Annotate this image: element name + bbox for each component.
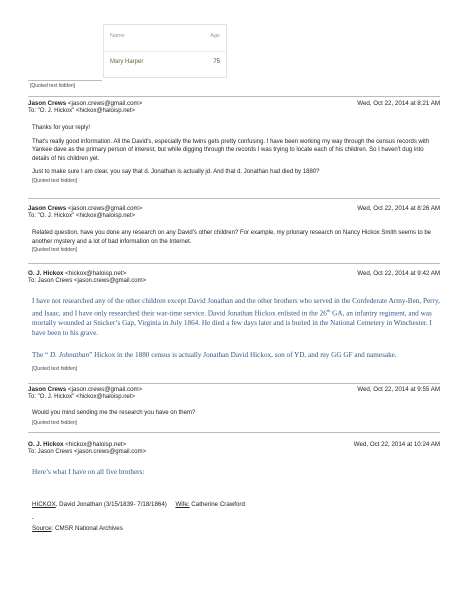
embedded-table: [103, 24, 227, 78]
body-paragraph: The “ D. Johnathan” Hickox in the 1880 census is actually Jonathan David Hickox, son of YD, and my GG GF and namesake.: [32, 351, 397, 360]
recipient: To: Jason Crews <jason.crews@gmail.com>: [28, 278, 147, 284]
quoted-text-toggle[interactable]: [Quoted text hidden]: [32, 247, 78, 254]
body-paragraph: Thanks for your reply!: [32, 125, 91, 131]
divider: [28, 80, 102, 81]
body-paragraph: Here’s what I have on all five brothers:: [32, 468, 145, 476]
message-body: [32, 296, 440, 360]
divider: [28, 96, 440, 97]
divider: [28, 198, 440, 199]
divider: [28, 432, 440, 433]
recipient: To: "O. J. Hickox" <hickox@haloisp.net>: [28, 394, 136, 400]
record-block: [32, 501, 440, 534]
quoted-text-toggle[interactable]: [Quoted text hidden]: [32, 366, 78, 373]
recipient: To: "O. J. Hickox" <hickox@haloisp.net>: [28, 108, 136, 114]
recipient: To: "O. J. Hickox" <hickox@haloisp.net>: [28, 213, 136, 219]
message-date: Wed, Oct 22, 2014 at 10:24 AM: [353, 441, 440, 448]
sender-email[interactable]: <jason.crews@gmail.com>: [67, 100, 143, 107]
message-date: Wed, Oct 22, 2014 at 9:42 AM: [357, 270, 440, 277]
body-paragraph: Just to make sure I am clear, you say that d. Jonathan is actually jd. And that d. Jonathan had died by 1880?: [32, 169, 320, 176]
quoted-text-toggle[interactable]: [Quoted text hidden]: [30, 83, 76, 89]
email-message: [28, 100, 440, 186]
sender-email[interactable]: <hickox@haloisp.net>: [65, 270, 127, 277]
email-message: [28, 386, 440, 427]
sender-name: O. J. Hickox: [28, 270, 64, 277]
email-message: [28, 270, 440, 372]
record-line: HICKOX, David Jonathan (3/15/1839- 7/18/1864) Wife: Catherine Crawford: [32, 501, 245, 508]
sender-email[interactable]: <hickox@haloisp.net>: [65, 441, 127, 448]
sender-email[interactable]: <jason.crews@gmail.com>: [67, 205, 143, 212]
sender-name: Jason Crews: [28, 205, 67, 212]
table-header-name: Name: [110, 33, 125, 39]
wife-label: Wife:: [175, 501, 190, 508]
recipient: To: Jason Crews <jason.crews@gmail.com>: [28, 449, 147, 455]
message-date: Wed, Oct 22, 2014 at 9:55 AM: [357, 386, 440, 393]
divider: [28, 263, 440, 264]
table-header-age: Age: [210, 33, 220, 39]
email-message: [28, 205, 440, 255]
table-divider: [104, 51, 226, 52]
source-line: Source: CMSR National Archives: [32, 525, 123, 533]
table-cell-name: Mary Harper: [110, 59, 144, 65]
message-date: Wed, Oct 22, 2014 at 8:21 AM: [357, 100, 440, 107]
body-paragraph: Would you mind sending me the research you have on them?: [32, 410, 196, 416]
quoted-text-toggle[interactable]: [Quoted text hidden]: [32, 419, 78, 426]
body-paragraph: That's really good information. All the David's, especially the twins gets pretty confusing. I have been working my way through the census records with Yankee dave as the primary person of interest, but while digging through the records I was trying to locate each of his children. So I haven't dug into details of his children yet.: [32, 138, 430, 162]
body-paragraph: Related question, have you done any research on any David's other children? For example, my prlonary research on Nancy Hickox Smith seems to be another mystery and a lot of bad information on the Internet.: [32, 230, 432, 245]
sender-name: Jason Crews: [28, 386, 67, 393]
message-body: [32, 229, 440, 255]
sender-name: O. J. Hickox: [28, 441, 64, 448]
message-body: [32, 409, 440, 427]
body-paragraph: I have not researched any of the other children except David Jonathan and the other brothers who served in the Confederate Army-Ben, Perry, and Isaac, and I have only researched their war-time service. David Jonathan Hickox enlisted in the 26th GA, an infantry regiment, and was mortally wounded at Snicker’s Gap, Virginia in July 1864. He died a few days later and is buried in the National Cemetery in Winchester. I have been to his grave.: [32, 297, 440, 338]
table-cell-age: 75: [213, 59, 220, 65]
sender-email[interactable]: <jason.crews@gmail.com>: [67, 386, 143, 393]
sender-name: Jason Crews: [28, 100, 67, 107]
message-body: [32, 467, 440, 477]
email-message: [28, 441, 440, 534]
message-date: Wed, Oct 22, 2014 at 8:26 AM: [357, 205, 440, 212]
message-body: [32, 124, 440, 186]
quoted-text-toggle[interactable]: [Quoted text hidden]: [32, 177, 78, 184]
divider: [28, 383, 440, 384]
wife-name: Catherine Crawford: [189, 501, 245, 508]
dash-line: -: [32, 514, 35, 522]
